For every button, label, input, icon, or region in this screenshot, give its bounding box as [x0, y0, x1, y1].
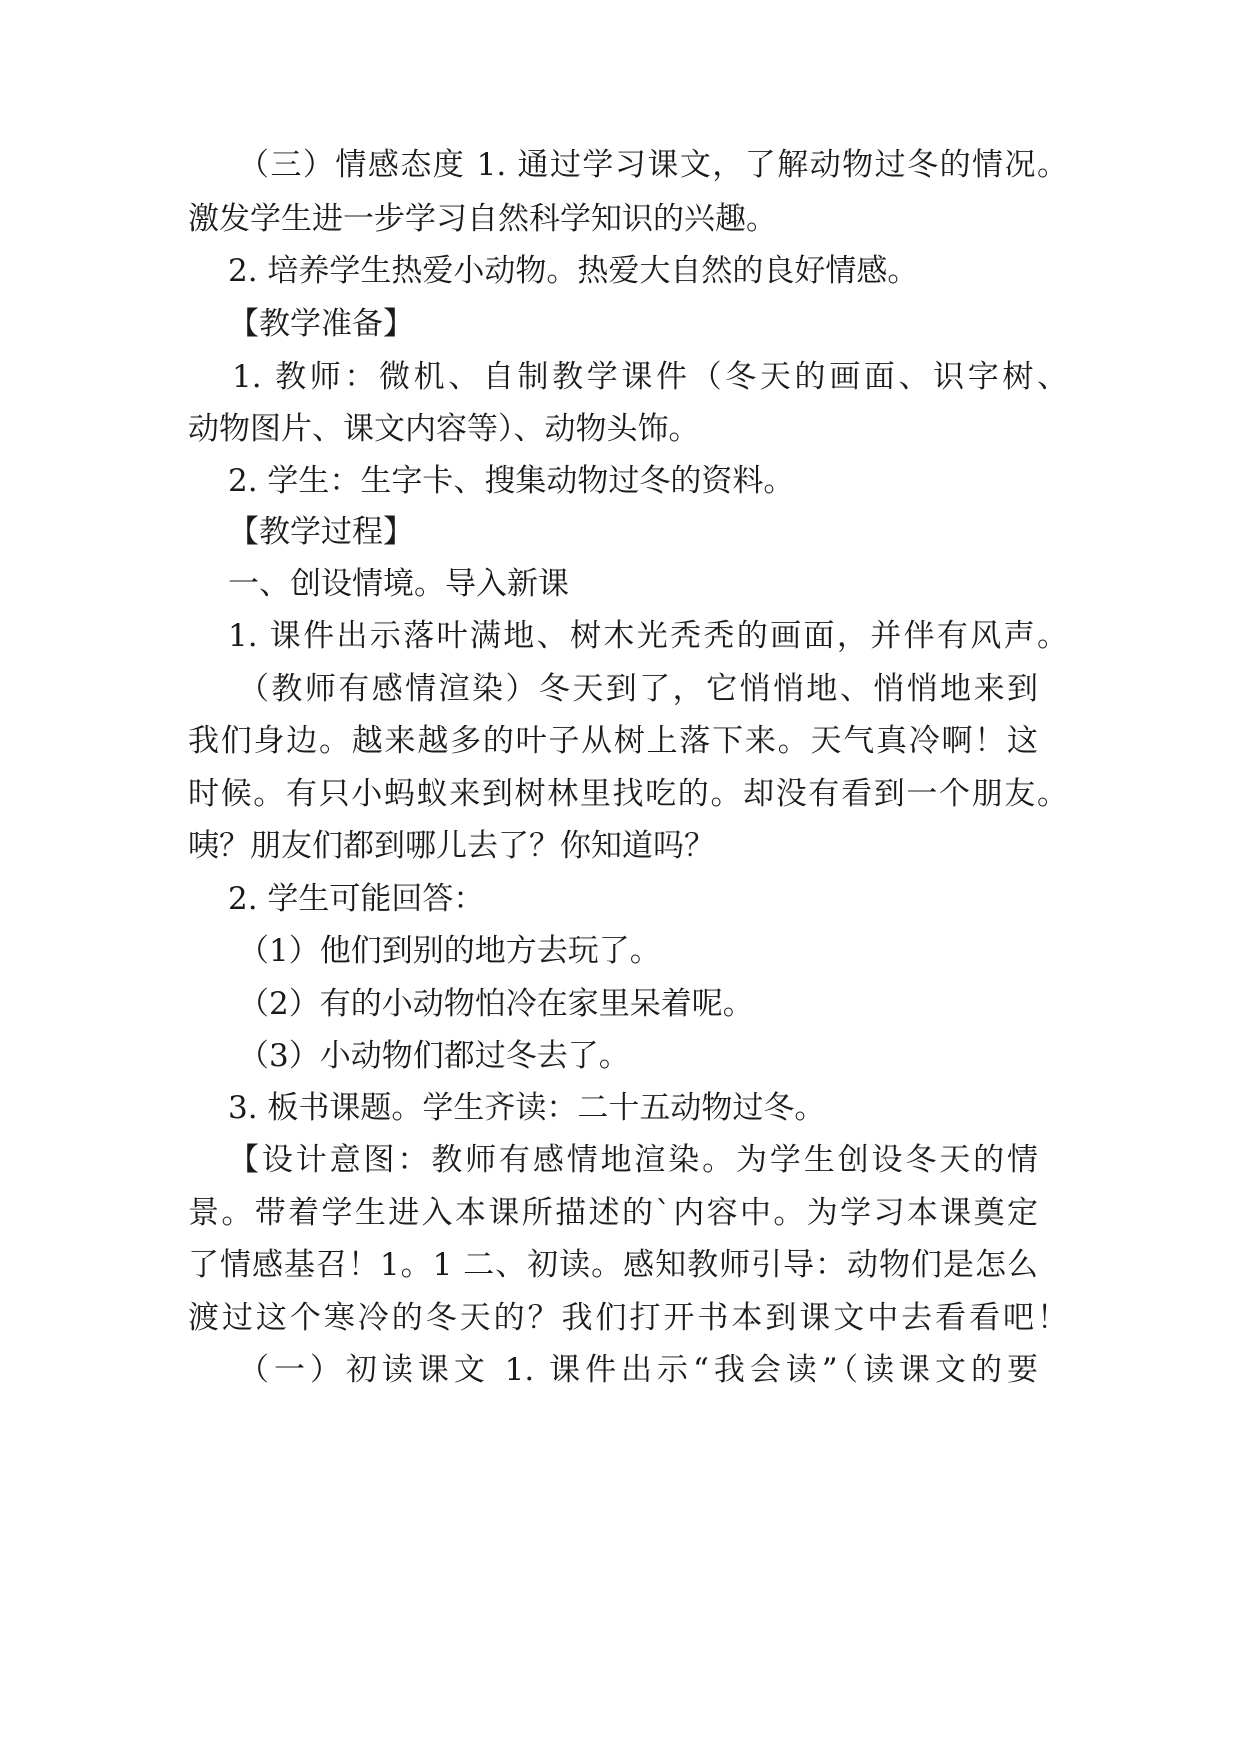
text-line: 3. 板书课题。学生齐读：二十五动物过冬。	[228, 1090, 826, 1126]
text-line: （一）初读课文 1. 课件出示“我会读”（读课文的要	[238, 1352, 1038, 1388]
section-heading: 【教学准备】	[228, 306, 414, 342]
text-line: 咦？朋友们都到哪儿去了？你知道吗？	[188, 828, 715, 864]
text-line: 1. 课件出示落叶满地、树木光秃秃的画面，并伴有风声。	[228, 618, 1068, 654]
list-item: （3）小动物们都过冬去了。	[238, 1038, 630, 1074]
text-line: 动物图片、课文内容等）、动物头饰。	[188, 411, 700, 447]
text-line: 我们身边。越来越多的叶子从树上落下来。天气真冷啊！这	[188, 723, 1038, 759]
text-line: 了情感基召！1。1 二、初读。感知教师引导：动物们是怎么	[188, 1247, 1038, 1283]
section-heading: 【教学过程】	[228, 514, 414, 550]
text-line: 渡过这个寒冷的冬天的？我们打开书本到课文中去看看吧！	[188, 1300, 1068, 1336]
text-line: 激发学生进一步学习自然科学知识的兴趣。	[188, 201, 777, 237]
subsection-heading: 一、创设情境。导入新课	[228, 566, 569, 602]
text-line: 时候。有只小蚂蚁来到树林里找吃的。却没有看到一个朋友。	[188, 776, 1068, 812]
text-line: 1. 教师：微机、自制教学课件（冬天的画面、识字树、	[232, 359, 1068, 395]
list-item: （2）有的小动物怕冷在家里呆着呢。	[238, 986, 754, 1022]
text-line: （三）情感态度 1. 通过学习课文，了解动物过冬的情况。	[238, 147, 1068, 183]
list-item: （1）他们到别的地方去玩了。	[238, 933, 661, 969]
text-line: （教师有感情渲染）冬天到了，它悄悄地、悄悄地来到	[238, 671, 1038, 707]
text-line: 2. 培养学生热爱小动物。热爱大自然的良好情感。	[228, 253, 919, 289]
text-line: 【设计意图：教师有感情地渲染。为学生创设冬天的情	[228, 1142, 1038, 1178]
text-line: 2. 学生：生字卡、搜集动物过冬的资料。	[228, 463, 795, 499]
text-line: 2. 学生可能回答：	[228, 881, 485, 917]
text-line: 景。带着学生进入本课所描述的`内容中。为学习本课奠定	[188, 1195, 1038, 1231]
